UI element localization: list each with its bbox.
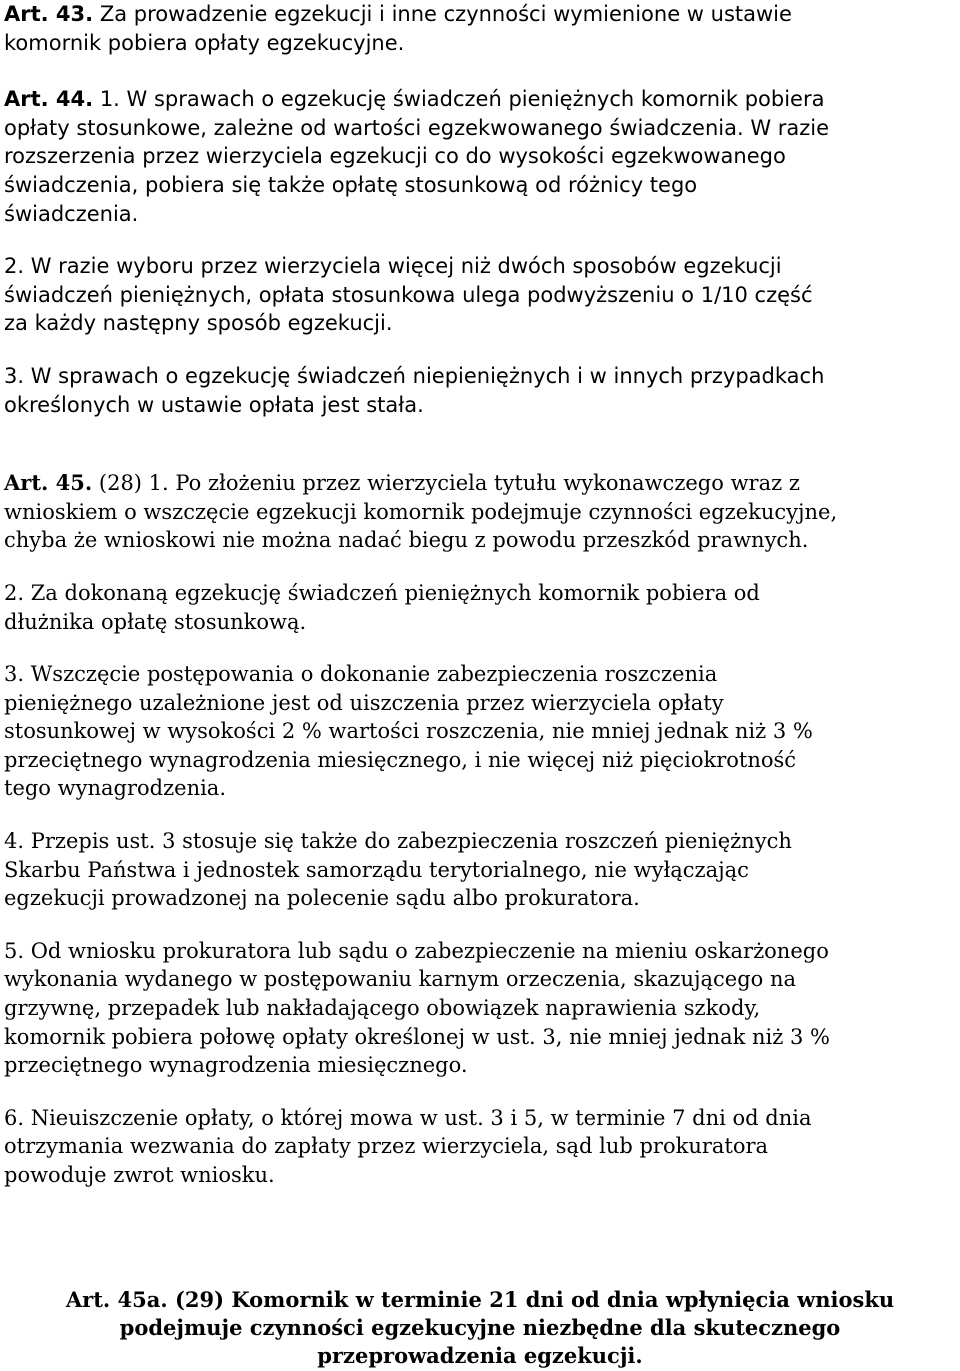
art-43-label: Art. 43. bbox=[4, 2, 94, 26]
art-45-paragraph-1 bbox=[4, 469, 956, 555]
art-44-paragraph-3: 3. W sprawach o egzekucję świadczeń niepieniężnych i w innych przypadkach określonych w ustawie opłata jest stała. bbox=[4, 363, 825, 417]
art-45a-paragraph: Art. 45a. (29) Komornik w terminie 21 dni od dnia wpłynięcia wniosku podejmuje czynności egzekucyjne niezbędne dla skutecznego przeprowadzenia egzekucji. bbox=[65, 1287, 895, 1368]
art-45-paragraph-3: 3. Wszczęcie postępowania o dokonanie zabezpieczenia roszczenia pieniężnego uzależnione jest od uiszczenia przez wierzyciela opłaty stosunkowej w wysokości 2 % wartości roszczenia, nie mniej jednak niż 3 % przeciętnego wynagrodzenia miesięcznego, i nie więcej niż pięciokrotność tego wynagrodzenia. bbox=[4, 662, 813, 801]
art-45-paragraph-5: 5. Od wniosku prokuratora lub sądu o zabezpieczenie na mieniu oskarżonego wykonania wydanego w postępowaniu karnym orzeczenia, skazującego na grzywnę, przepadek lub nakładającego obowiązek naprawienia szkody, komornik pobiera połowę opłaty określonej w ust. 3, nie mniej jednak niż 3 % przeciętnego wynagrodzenia miesięcznego. bbox=[4, 938, 830, 1078]
art-44-paragraph-1 bbox=[4, 85, 956, 228]
art-45-label: Art. 45. bbox=[4, 470, 93, 496]
document-body bbox=[4, 0, 956, 1190]
art-45-paragraph-6: 6. Nieuiszczenie opłaty, o której mowa w ust. 3 i 5, w terminie 7 dni od dnia otrzymania wezwania do zapłaty przez wierzyciela, sąd lub prokuratora powoduje zwrot wniosku. bbox=[4, 1105, 812, 1187]
art-43-text: Za prowadzenie egzekucji i inne czynności wymienione w ustawie komornik pobiera opłaty egzekucyjne. bbox=[4, 2, 792, 55]
art-43-paragraph bbox=[4, 0, 956, 57]
art-45-text-1: (28) 1. Po złożeniu przez wierzyciela tytułu wykonawczego wraz z wnioskiem o wszczęcie egzekucji komornik podejmuje czynności egzekucyjne, chyba że wnioskowi nie można nadać biegu z powodu przeszkód prawnych. bbox=[4, 471, 838, 553]
art-44-text-1: 1. W sprawach o egzekucję świadczeń pieniężnych komornik pobiera opłaty stosunkowe, zależne od wartości egzekwowanego świadczenia. W razie rozszerzenia przez wierzyciela egzekucji co do wysokości egzekwowanego świadczenia, pobiera się także opłatę stosunkową od różnicy tego świadczenia. bbox=[4, 87, 830, 226]
art-45-paragraph-2: 2. Za dokonaną egzekucję świadczeń pieniężnych komornik pobiera od dłużnika opłatę stosunkową. bbox=[4, 580, 760, 634]
art-45-paragraph-4: 4. Przepis ust. 3 stosuje się także do zabezpieczenia roszczeń pieniężnych Skarbu Państwa i jednostek samorządu terytorialnego, nie wyłączając egzekucji prowadzonej na polecenie sądu albo prokuratora. bbox=[4, 829, 792, 911]
art-44-paragraph-2: 2. W razie wyboru przez wierzyciela więcej niż dwóch sposobów egzekucji świadczeń pieniężnych, opłata stosunkowa ulega podwyższeniu o 1/10 część za każdy następny sposób egzekucji. bbox=[4, 254, 813, 336]
art-44-label: Art. 44. bbox=[4, 87, 94, 112]
